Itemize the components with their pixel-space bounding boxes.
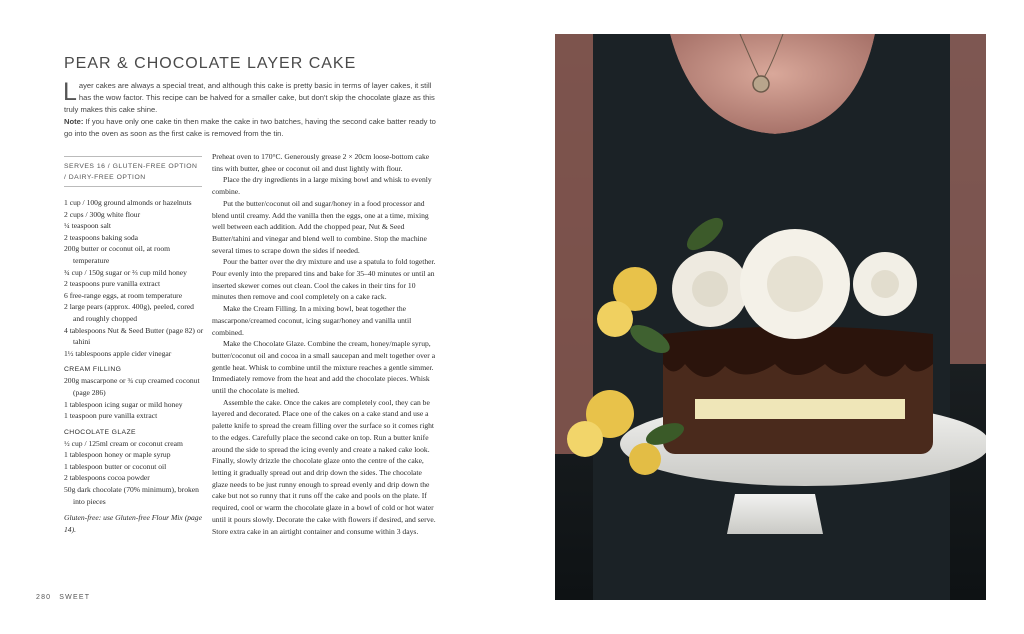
ingredient-item: ¼ teaspoon salt bbox=[64, 221, 112, 231]
serves-info: SERVES 16 / GLUTEN-FREE OPTION / DAIRY-FREE OPTION bbox=[64, 156, 202, 187]
ingredient-item: ½ cup / 125ml cream or coconut cream bbox=[64, 438, 183, 448]
gluten-free-note: Gluten-free: use Gluten-free Flour Mix (page 14). bbox=[64, 513, 202, 534]
pendant bbox=[753, 76, 769, 92]
recipe-intro bbox=[64, 80, 440, 140]
ingredient-item: 1 tablespoon icing sugar or mild honey bbox=[64, 399, 183, 409]
page-number: 280 bbox=[36, 594, 52, 601]
ingredient-item: 2 teaspoons pure vanilla extract bbox=[64, 279, 161, 289]
ingredient-item: 1 teaspoon pure vanilla extract bbox=[64, 411, 158, 421]
page-footer bbox=[36, 594, 90, 601]
method-step: Make the Cream Filling. In a mixing bowl, beat together the mascarpone/creamed coconut, icing sugar/honey and vanilla until combined. bbox=[212, 304, 412, 337]
method-step: Make the Chocolate Glaze. Combine the cream, honey/maple syrup, butter/coconut oil and cocoa in a small saucepan and melt together over a gentle heat. Whisk to combine until the mixture reaches a gentle simmer. Immediately remove from the heat and add the chocolate pieces. Whisk until the chocolate is melted. bbox=[212, 339, 436, 396]
chocolate-glaze-heading: CHOCOLATE GLAZE bbox=[64, 428, 136, 436]
ingredient-item: 2 tablespoons cocoa powder bbox=[64, 473, 150, 483]
note-label: Note: bbox=[64, 117, 84, 126]
section-name: SWEET bbox=[59, 594, 91, 601]
intro-text: ayer cakes are always a special treat, and although this cake is pretty basic in terms of layer cakes, it still has the wow factor. This recipe can be halved for a smaller cake, but don't skip the chocolate glaze as this truly makes this cake shine. bbox=[64, 81, 435, 114]
intro-dropcap: L bbox=[63, 78, 77, 106]
method-step: Put the butter/coconut oil and sugar/honey in a food processor and blend until creamy. Add the vanilla then the eggs, one at a time, mixing well between each addition. Add the chopped pear, Nut & Seed Butter/tahini and vinegar and blend well to combine. Stop the machine several times to scrape down the sides if needed. bbox=[212, 198, 429, 255]
ingredient-item: 2 cups / 300g white flour bbox=[64, 209, 141, 219]
cake-photo bbox=[555, 34, 986, 600]
method-step: Pour the batter over the dry mixture and use a spatula to fold together. Pour evenly into the prepared tins and bake for 35–40 minutes or until an inserted skewer comes out clean. Cool the cakes in their tins for 10 minutes then remove and cool completely on a cake rack. bbox=[212, 257, 436, 302]
ingredient-item: 1 cup / 100g ground almonds or hazelnuts bbox=[64, 198, 192, 207]
ingredients-main bbox=[64, 197, 206, 359]
ingredient-item: ¾ cup / 150g sugar or ⅔ cup mild honey bbox=[64, 267, 187, 277]
method-step: Preheat oven to 170°C. Generously grease 2 × 20cm loose-bottom cake tins with butter, ghee or coconut oil and dust lightly with flour. bbox=[212, 152, 430, 173]
ingredient-item: 4 tablespoons Nut & Seed Butter (page 82) or tahini bbox=[64, 325, 204, 347]
ingredients-cream-filling bbox=[64, 375, 206, 421]
cake-photo-illustration bbox=[555, 34, 986, 600]
ingredient-item: 1 tablespoon honey or maple syrup bbox=[64, 450, 171, 460]
cream-filling-heading: CREAM FILLING bbox=[64, 366, 122, 374]
cream-layer bbox=[695, 399, 905, 419]
ingredient-item: 50g dark chocolate (70% minimum), broken into pieces bbox=[64, 485, 199, 506]
left-arm bbox=[555, 34, 593, 454]
ingredients-list bbox=[64, 197, 206, 535]
ingredient-item: 1½ tablespoons apple cider vinegar bbox=[64, 348, 172, 358]
recipe-title: PEAR & CHOCOLATE LAYER CAKE bbox=[64, 55, 357, 72]
cake-stand-base bbox=[727, 494, 823, 534]
ingredient-item: 1 tablespoon butter or coconut oil bbox=[64, 461, 167, 471]
method-step: Place the dry ingredients in a large mixing bowl and whisk to evenly combine. bbox=[212, 175, 432, 197]
ingredient-item: 200g butter or coconut oil, at room temperature bbox=[64, 244, 171, 265]
ingredients-chocolate-glaze bbox=[64, 438, 206, 508]
ingredient-item: 6 free-range eggs, at room temperature bbox=[64, 290, 183, 300]
right-arm bbox=[950, 34, 986, 364]
ingredient-item: 2 teaspoons baking soda bbox=[64, 232, 139, 242]
ingredient-item: 200g mascarpone or ¾ cup creamed coconut (page 286) bbox=[64, 376, 200, 397]
ingredient-item: 2 large pears (approx. 400g), peeled, cored and roughly chopped bbox=[64, 302, 194, 323]
method-steps bbox=[212, 151, 439, 537]
method-step: Assemble the cake. Once the cakes are completely cool, they can be layered and decorated. Place one of the cakes on a cake stand and use a palette knife to spread the cream filling over the surface so it comes right to the edges. Carefully place the second cake on top. Run a butter knife around the side to spread the icing evenly and create a naked cake look. Finally, slowly drizzle the chocolate glaze onto the centre of the cake, letting it gradually spread out and drip down the sides. The chocolate glaze needs to be just runny enough to spread evenly and drip down the cake but not so runny that it runs off the cake and pools on the plate. If required, cool or warm the chocolate glaze in a bowl of cold or hot water until it pours slowly. Decorate the cake with flowers if desired, and serve. Store extra cake in an airtight container and consume within 3 days. bbox=[212, 397, 436, 536]
note-text: If you have only one cake tin then make the cake in two batches, having the second cake batter ready to go into the oven as soon as the first cake is removed from the tin. bbox=[64, 117, 436, 138]
